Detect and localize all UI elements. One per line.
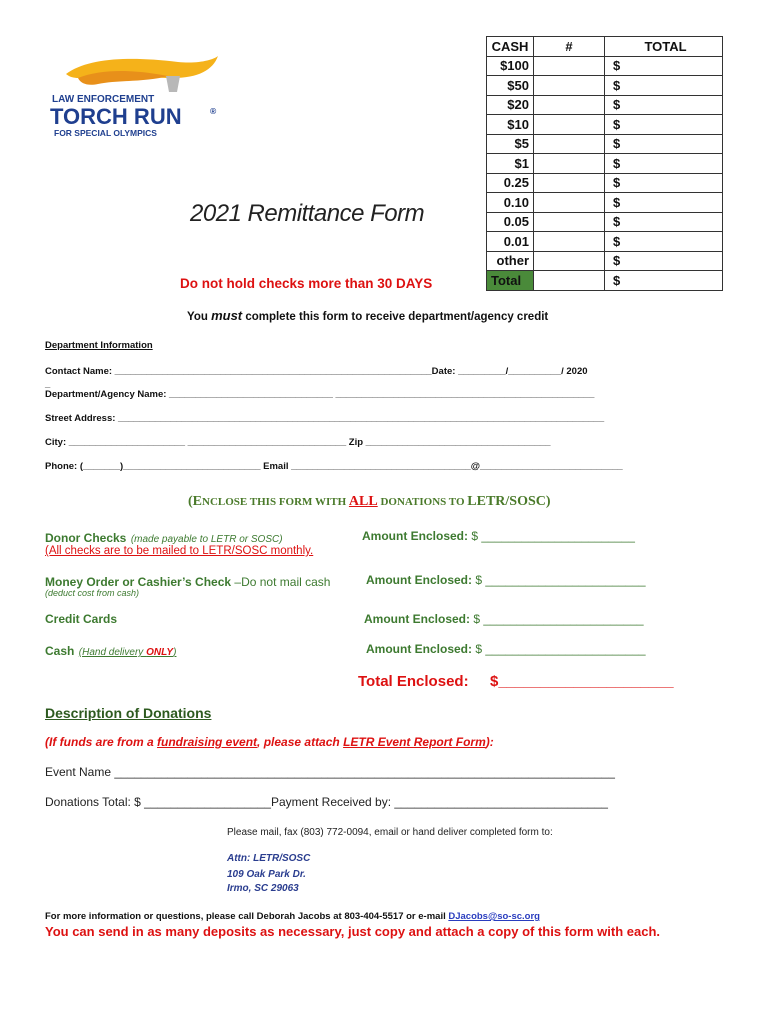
count-cell[interactable] bbox=[534, 232, 605, 252]
donor-checks-row: Donor Checks (made payable to LETR or SOSC) bbox=[45, 531, 283, 545]
total-cell[interactable]: $ bbox=[605, 212, 723, 232]
count-cell[interactable] bbox=[534, 56, 605, 76]
count-header: # bbox=[534, 37, 605, 57]
denomination-cell: $100 bbox=[487, 56, 534, 76]
total-cell[interactable]: $ bbox=[605, 95, 723, 115]
cash-table-row bbox=[487, 251, 723, 271]
credit-amount-field[interactable]: Amount Enclosed: $ ________________________ bbox=[364, 612, 644, 626]
total-header: TOTAL bbox=[605, 37, 723, 57]
enclose-instruction: (ENCLOSE THIS FORM WITH ALL DONATIONS TO LETR/SOSC) bbox=[188, 494, 551, 509]
count-cell[interactable] bbox=[534, 212, 605, 232]
denomination-cell: $10 bbox=[487, 115, 534, 135]
department-heading: Department Information bbox=[45, 340, 153, 351]
count-cell[interactable] bbox=[534, 95, 605, 115]
cash-table-row bbox=[487, 271, 723, 291]
total-cell[interactable]: $ bbox=[605, 232, 723, 252]
denomination-cell: 0.01 bbox=[487, 232, 534, 252]
denomination-cell: $20 bbox=[487, 95, 534, 115]
description-heading: Description of Donations bbox=[45, 705, 212, 721]
mail-instructions: Please mail, fax (803) 772-0094, email or hand deliver completed form to: bbox=[227, 827, 553, 838]
total-cell[interactable]: $ bbox=[605, 251, 723, 271]
donations-total-field[interactable]: Donations Total: $ ___________________Payment Received by: ________________________________ bbox=[45, 795, 608, 809]
denomination-cell: $50 bbox=[487, 76, 534, 96]
torch-run-logo bbox=[48, 56, 228, 146]
contact-info: For more information or questions, please call Deborah Jacobs at 803-404-5517 or e-mail DJacobs@so-sc.org bbox=[45, 911, 540, 922]
cash-table-row bbox=[487, 212, 723, 232]
denomination-cell: other bbox=[487, 251, 534, 271]
denomination-cell: 0.05 bbox=[487, 212, 534, 232]
logo-line2: TORCH RUN bbox=[50, 104, 182, 129]
money-order-amount-field[interactable]: Amount Enclosed: $ ________________________ bbox=[366, 573, 646, 587]
must-notice: You must complete this form to receive department/agency credit bbox=[187, 308, 549, 323]
denomination-cell: 0.25 bbox=[487, 173, 534, 193]
street-line: 109 Oak Park Dr. bbox=[227, 869, 306, 880]
total-cell[interactable]: $ bbox=[605, 76, 723, 96]
phone-email-field[interactable]: Phone: (_______)__________________________ Email __________________________________@___________________________ bbox=[45, 461, 623, 472]
count-cell[interactable] bbox=[534, 193, 605, 213]
cash-row: Cash (Hand delivery ONLY) bbox=[45, 644, 177, 658]
checks-amount-field[interactable]: Amount Enclosed: $ _______________________ bbox=[362, 529, 635, 543]
deposit-note: You can send in as many deposits as necessary, just copy and attach a copy of this form with each. bbox=[45, 924, 661, 939]
logo-reg: ® bbox=[210, 106, 217, 116]
total-cell[interactable]: $ bbox=[605, 115, 723, 135]
total-enclosed-label: Total Enclosed: bbox=[358, 673, 469, 690]
agency-name-field[interactable]: Department/Agency Name: _______________________________ _________________________________________________ bbox=[45, 389, 595, 400]
cash-table-row bbox=[487, 56, 723, 76]
cash-amount-field[interactable]: Amount Enclosed: $ ________________________ bbox=[366, 642, 646, 656]
count-cell[interactable] bbox=[534, 154, 605, 174]
cash-table bbox=[486, 36, 723, 291]
cash-table-row bbox=[487, 154, 723, 174]
logo-line3: FOR SPECIAL OLYMPICS bbox=[54, 128, 157, 138]
cash-table-row bbox=[487, 173, 723, 193]
denomination-cell: Total bbox=[487, 271, 534, 291]
count-cell[interactable] bbox=[534, 76, 605, 96]
cash-header: CASH bbox=[487, 37, 534, 57]
denomination-cell: $1 bbox=[487, 154, 534, 174]
contact-name-field[interactable]: Contact Name: ____________________________________________________________Date: _________/__________/ 2020 bbox=[45, 366, 588, 377]
attn-line: Attn: LETR/SOSC bbox=[227, 853, 311, 864]
total-enclosed-field[interactable]: $_____________________ bbox=[490, 673, 674, 690]
money-order-row: Money Order or Cashier’s Check –Do not mail cash bbox=[45, 575, 331, 589]
total-cell[interactable]: $ bbox=[605, 193, 723, 213]
total-cell[interactable]: $ bbox=[605, 134, 723, 154]
total-cell[interactable]: $ bbox=[605, 271, 723, 291]
cash-table-row bbox=[487, 193, 723, 213]
cash-table-row bbox=[487, 134, 723, 154]
event-name-field[interactable]: Event Name ___________________________________________________________________________ bbox=[45, 765, 615, 779]
count-cell[interactable] bbox=[534, 251, 605, 271]
city-zip-field[interactable]: City: ______________________ ______________________________ Zip ___________________________________ bbox=[45, 437, 551, 448]
total-cell[interactable]: $ bbox=[605, 56, 723, 76]
stray-underscore: _ bbox=[45, 379, 51, 390]
torch-flame-icon bbox=[48, 56, 228, 146]
cash-table-row bbox=[487, 95, 723, 115]
money-order-note: (deduct cost from cash) bbox=[45, 588, 140, 598]
cash-table-row bbox=[487, 76, 723, 96]
checks-warning: Do not hold checks more than 30 DAYS bbox=[180, 276, 433, 291]
cash-table-header bbox=[487, 37, 723, 57]
form-title: 2021 Remittance Form bbox=[190, 200, 425, 227]
count-cell[interactable] bbox=[534, 134, 605, 154]
street-address-field[interactable]: Street Address: ____________________________________________________________________________________________ bbox=[45, 413, 605, 424]
denomination-cell: $5 bbox=[487, 134, 534, 154]
city-line: Irmo, SC 29063 bbox=[227, 883, 299, 894]
count-cell[interactable] bbox=[534, 115, 605, 135]
logo-line1: LAW ENFORCEMENT bbox=[52, 94, 155, 105]
checks-mail-note: (All checks are to be mailed to LETR/SOSC monthly. bbox=[45, 545, 314, 557]
email-link[interactable]: DJacobs@so-sc.org bbox=[448, 911, 540, 922]
cash-table-row bbox=[487, 232, 723, 252]
denomination-cell: 0.10 bbox=[487, 193, 534, 213]
fundraising-note: (If funds are from a fundraising event, please attach LETR Event Report Form): bbox=[45, 735, 494, 749]
total-cell[interactable]: $ bbox=[605, 154, 723, 174]
total-cell[interactable]: $ bbox=[605, 173, 723, 193]
count-cell[interactable] bbox=[534, 271, 605, 291]
credit-cards-label: Credit Cards bbox=[45, 612, 118, 626]
cash-table-row bbox=[487, 115, 723, 135]
count-cell[interactable] bbox=[534, 173, 605, 193]
